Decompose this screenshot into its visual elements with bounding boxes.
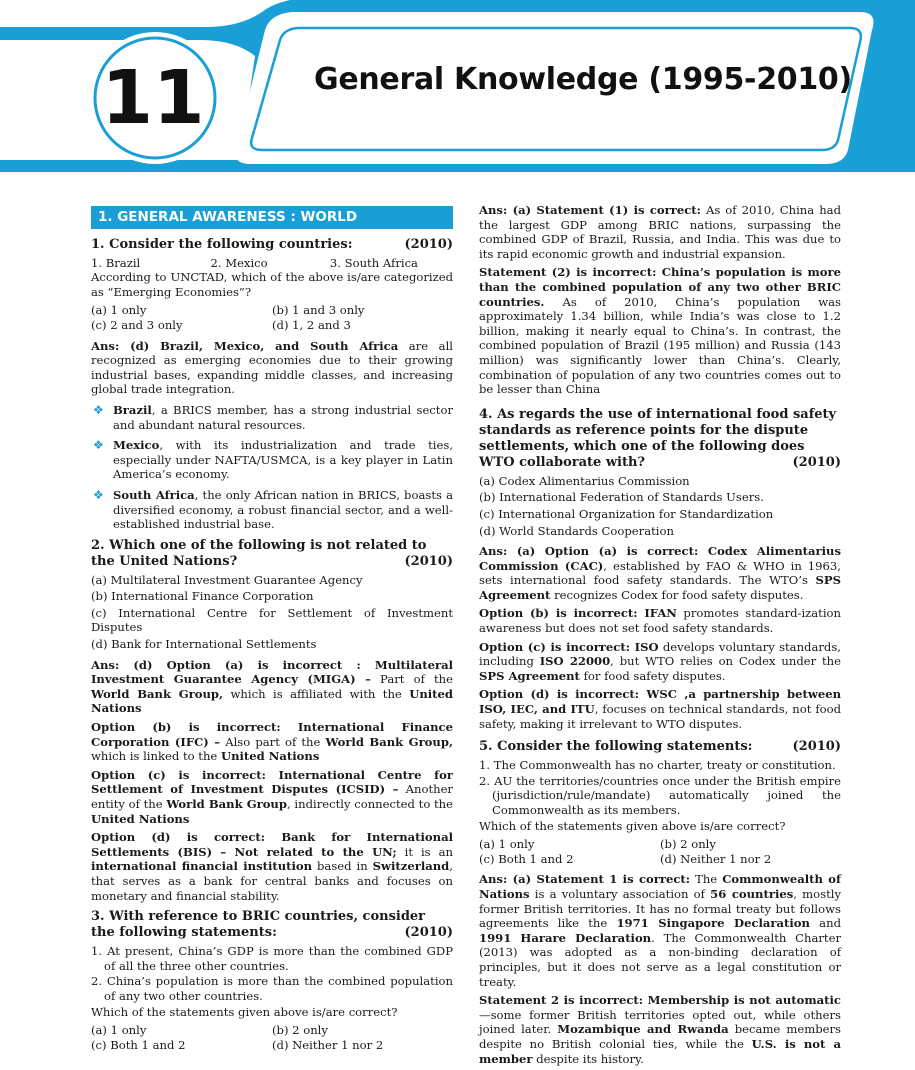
answer-lead: Option (d) is incorrect: WSC ,a partnership between ISO, IEC, and ITU [479,687,841,717]
bullet-text: , a BRICS member, has a strong industrial sector and abundant natural resources. [113,402,453,432]
answer-text: Part of the [370,672,453,687]
question-3-text: 3. With reference to BRIC countries, consider the following statements: [91,909,426,941]
answer-term: World Bank Group [166,797,287,811]
answer-lead: Ans: (d) Option (a) is incorrect : Multilateral Investment Guarantee Agency (MIGA) – [91,657,453,687]
answer-text: —some former British territories opted out, while others joined later. [479,1007,841,1037]
option: (a) 1 only [91,1023,147,1038]
bullet-term: Mexico [113,438,160,453]
answer-lead: Option (b) is incorrect: IFAN [479,606,677,621]
option: (d) Neither 1 nor 2 [660,851,772,866]
question-1-answer [91,339,453,397]
answer-term: United Nations [91,811,190,826]
question-3-stem: Which of the statements given above is/are correct? [91,1004,398,1019]
answer-text: , that serves as a bank for central banks and focuses on monetary and financial stability. [91,859,453,903]
question-1 [91,237,453,253]
answer-term: 1991 Harare Declaration [479,930,652,945]
bullet-item [91,438,453,482]
answer-text: became members despite no British colonial ties, while the [479,1022,841,1051]
answer-text: , indirectly connected to the [286,797,454,811]
answer-term: United Nations [220,749,320,764]
statement: 1. At present, China’s GDP is more than the combined GDP of all the three other countries. [91,944,453,973]
statement: 1. The Commonwealth has no charter, treaty or constitution. [479,758,836,773]
answer-text: are all recognized as emerging economies due to their growing industrial bases, expanding middle classes, and increasing global trade integration. [91,338,454,397]
question-2-answer-b [91,720,453,764]
question-3-answer-2 [479,265,841,396]
answer-term: 56 countries [710,886,794,901]
option: (b) 2 only [660,837,716,852]
question-2-year: (2010) [404,553,453,569]
answer-text: develops voluntary standards, including [479,639,841,669]
answer-term: 1971 Singapore Declaration [616,916,810,931]
item: 3. South Africa [329,255,418,270]
question-5 [479,739,841,755]
question-4-answer-c [479,640,841,684]
question-1-text: 1. Consider the following countries: [91,236,353,252]
question-2-options [91,573,453,652]
answer-text: for food safety disputes. [579,668,726,683]
answer-lead: Ans: (a) Statement 1 is correct: [479,872,691,887]
item: 1. Brazil [91,255,141,270]
option: (c) International Centre for Settlement of Investment Disputes [91,605,453,635]
item: 2. Mexico [210,255,268,270]
question-5-text: 5. Consider the following statements: [479,739,753,755]
answer-text: despite its history. [532,1051,644,1066]
answer-term: international financial institution [91,859,313,874]
diamond-bullet-icon: ❖ [93,438,104,453]
question-5-answer-2 [479,993,841,1066]
question-3-answer-1 [479,203,841,261]
chapter-title: General Knowledge (1995-2010) [314,62,852,97]
answer-term: United Nations [91,686,454,716]
question-3-options [91,1023,453,1052]
option: (b) 2 only [272,1023,328,1038]
question-2-answer-a [91,658,453,716]
question-2-text: 2. Which one of the following is not related to the United Nations? [91,537,427,569]
left-column [91,200,453,1052]
question-4-answer-d [479,687,841,731]
question-4-answer-b [479,606,841,635]
option: (a) 1 only [479,837,535,852]
bullet-item [91,403,453,432]
answer-lead: Statement (2) is incorrect: China’s population is more than the combined population of any two other BRIC countries. [479,265,841,309]
answer-term: U.S. is not a member [479,1036,841,1066]
option: (d) Bank for International Settlements [91,637,317,652]
question-4-text: 4. As regards the use of international food safety standards as reference points for the dispute settlements, which one of the following does WTO collaborate with? [479,406,837,470]
answer-text: which is affiliated with the [223,686,410,701]
bullet-term: Brazil [113,402,152,417]
bullet-text: , the only African nation in BRICS, boasts a diversified economy, a robust financial sector, and a well-established industrial base. [113,487,454,532]
question-5-statements [479,758,841,817]
answer-text: As of 2010, China had the largest GDP among BRIC nations, surpassing the combined GDP of Brazil, Russia, and India. This was due to its rapid economic growth and industrial expansion. [479,203,841,261]
bullet-text: , with its industrialization and trade ties, especially under NAFTA/USMCA, is a key player in Latin America’s economy. [113,438,453,482]
question-3-year: (2010) [404,925,453,941]
question-2 [91,538,453,570]
answer-lead: Option (c) is incorrect: International Centre for Settlement of Investment Disputes (ICSID) – [91,767,453,797]
answer-text: The [690,872,723,887]
question-1-options [91,303,453,332]
bullet-item [91,488,453,532]
question-4 [479,407,841,471]
section-heading: 1. GENERAL AWARENESS : WORLD [91,206,453,229]
option: (d) 1, 2 and 3 [272,317,351,332]
answer-term: World Bank Group, [325,734,453,749]
option: (a) Multilateral Investment Guarantee Agency [91,572,363,587]
answer-text: based in [312,859,373,874]
answer-text: Another entity of the [91,782,453,811]
answer-lead: Statement 2 is incorrect: Membership is not automatic [479,993,841,1008]
right-column [479,203,841,1070]
answer-lead: Option (d) is correct: Bank for International Settlements (BIS) – Not related to the UN; [91,830,453,859]
option: (a) 1 only [91,303,147,318]
answer-text: it is an [396,844,453,859]
question-3-statements [91,944,453,1003]
question-5-answer-1 [479,872,841,989]
option: (c) Both 1 and 2 [479,851,574,866]
question-1-year: (2010) [404,236,453,252]
diamond-bullet-icon: ❖ [93,402,104,417]
answer-text: promotes standard-ization awareness but does not set food safety standards. [479,606,841,636]
answer-text: . The Commonwealth Charter (2013) was adopted as a non-binding declaration of principles, but it does not serve as a legal constitution or treaty. [479,930,841,989]
answer-term: Switzerland [372,859,450,874]
option: (c) Both 1 and 2 [91,1037,186,1052]
answer-term: Commonwealth of Nations [479,872,841,901]
question-5-options [479,837,841,866]
answer-text: As of 2010, China’s population was approximately 1.34 billion, while India’s was close to 1.2 billion, making it nearly equal to China’s. In contrast, the combined population of Brazil (195 million) and Russia (143 million) was significantly lower than China’s. Clearly, combination of population of any two countries comes out to be lesser than China [479,294,841,397]
question-2-answer-d [91,830,453,903]
answer-term: ISO 22000 [539,654,611,669]
answer-lead: Ans: (a) Option (a) is correct: Codex Alimentarius Commission (CAC) [479,544,841,573]
bullet-term: South Africa [113,487,195,502]
question-4-year: (2010) [792,454,841,470]
answer-term: World Bank Group, [91,686,224,701]
option: (b) International Finance Corporation [91,589,314,604]
question-4-answer-a [479,544,841,602]
question-4-options [479,474,841,538]
answer-text: Also part of the [220,734,326,749]
answer-text: is a voluntary association of [529,886,711,901]
option: (b) International Federation of Standards Users. [479,490,764,505]
option: (c) 2 and 3 only [91,317,183,332]
answer-text: , mostly former British territories. It has no formal treaty but follows agreements like the [479,886,841,931]
question-5-year: (2010) [792,739,841,755]
answer-text: which is linked to the [91,749,221,764]
option: (d) World Standards Cooperation [479,523,674,538]
question-3 [91,909,453,941]
answer-lead: Ans: (d) Brazil, Mexico, and South Africa [91,338,399,353]
question-1-stem: According to UNCTAD, which of the above is/are categorized as “Emerging Economies”? [91,270,453,299]
answer-lead: Option (c) is incorrect: ISO [479,639,659,654]
answer-term: SPS Agreement [479,668,580,683]
answer-text: , focuses on technical standards, not food safety, making it irrelevant to WTO disputes. [479,702,842,731]
option: (d) Neither 1 nor 2 [272,1037,384,1052]
option: (a) Codex Alimentarius Commission [479,473,690,488]
answer-lead: Ans: (a) Statement (1) is correct: [479,203,701,217]
answer-text: recognizes Codex for food safety disputes. [550,587,804,602]
question-2-answer-c [91,768,453,826]
answer-lead: Option (b) is incorrect: International Finance Corporation (IFC) – [91,720,453,749]
statement: 2. AU the territories/countries once under the British empire (jurisdiction/rule/mandate) automatically joined the Commonwealth as its members. [479,773,841,817]
answer-text: , but WTO relies on Codex under the [610,654,841,669]
statement: 2. China’s population is more than the combined population of any two other countries. [91,974,453,1003]
answer-text: and [809,916,841,931]
question-1-items [91,256,453,271]
answer-term: Mozambique and Rwanda [557,1022,729,1037]
chapter-number: 11 [101,55,205,141]
answer-text: , established by FAO & WHO in 1963, sets international food safety standards. The WTO’s [479,558,841,588]
diamond-bullet-icon: ❖ [93,487,104,502]
question-5-stem: Which of the statements given above is/are correct? [479,818,786,833]
answer-term: SPS Agreement [479,573,841,602]
option: (b) 1 and 3 only [272,303,365,318]
option: (c) International Organization for Standardization [479,506,774,521]
